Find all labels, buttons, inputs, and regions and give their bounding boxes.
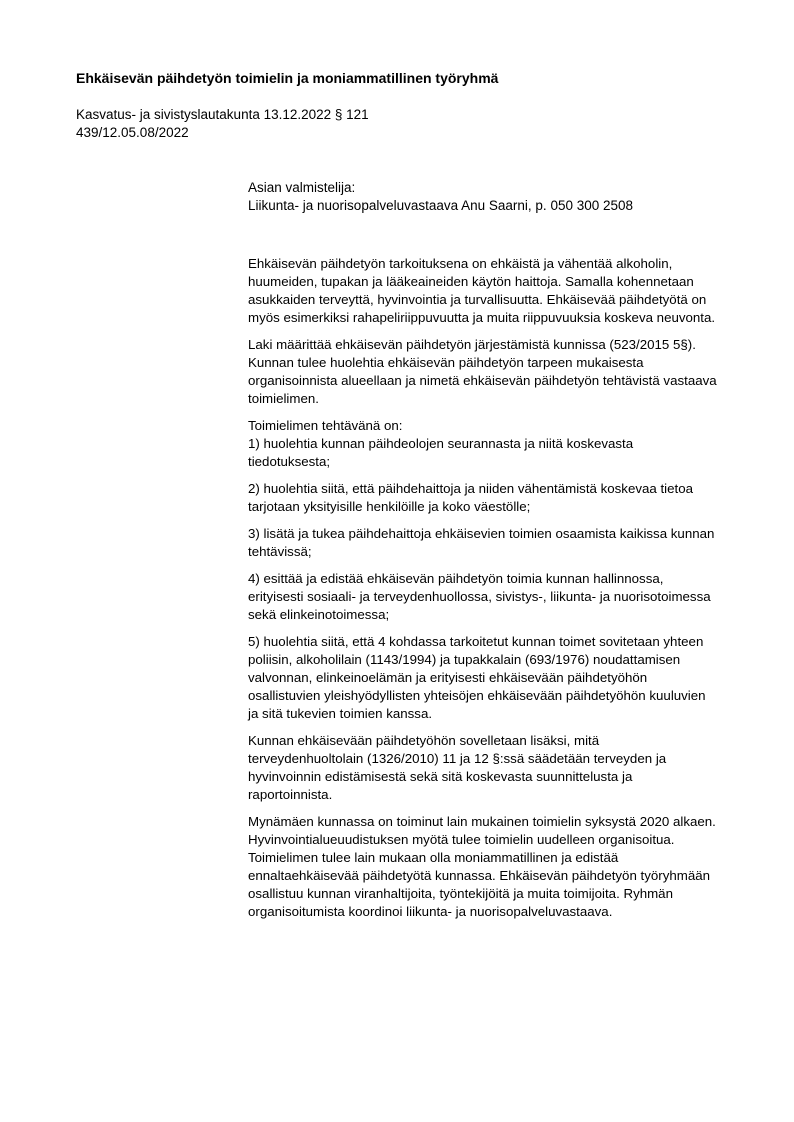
body-paragraph: Kunnan ehkäisevään päihdetyöhön sovelletaan lisäksi, mitä terveydenhuoltolain (1326/2010) 11 ja 12 §:ssä säädetään terveyden ja hyvinvoinnin edistämisestä sekä sitä koskevasta suunnittelusta ja raportoinnista.: [248, 733, 667, 802]
meeting-info: [76, 106, 369, 142]
body-paragraph: Mynämäen kunnassa on toiminut lain mukainen toimielin syksystä 2020 alkaen. Hyvinvointialueuudistuksen myötä tulee toimielin uudelleen organisoitua. Toimielimen tulee lain mukaan olla moniammatillinen ja edistää ennaltaehkäisevää päihdetyötä kunnassa. Ehkäisevän päihdetyön työryhmään osallistuu kunnan viranhaltijoita, työntekijöitä ja muita toimijoita. Ryhmän organisoitumista koordinoi liikunta- ja nuorisopalveluvastaava.: [248, 814, 716, 919]
preparer-block: [248, 179, 633, 215]
preparer-name: Liikunta- ja nuorisopalveluvastaava Anu Saarni, p. 050 300 2508: [248, 198, 634, 213]
preparer-label: Asian valmistelija:: [248, 180, 356, 195]
task-item: 4) esittää ja edistää ehkäisevän päihdetyön toimia kunnan hallinnossa, erityisesti sosiaali- ja terveydenhuollossa, sivistys-, liikunta- ja nuorisotoimessa sekä elinkeinotoimessa;: [248, 571, 711, 622]
task-item: 1) huolehtia kunnan päihdeolojen seurannasta ja niitä koskevasta tiedotuksesta;: [248, 436, 634, 469]
task-item: 3) lisätä ja tukea päihdehaittoja ehkäisevien toimien osaamista kaikissa kunnan tehtävissä;: [248, 526, 715, 559]
task-item: 5) huolehtia siitä, että 4 kohdassa tarkoitetut kunnan toimet sovitetaan yhteen poliisin, alkoholilain (1143/1994) ja tupakkalain (693/1976) noudattamisen valvonnan, elinkeinoelämän ja erityisesti ehkäisevään päihdetyöhön osallistuvien yleishyödyllisten yhteisöjen ehkäisevään päihdetyöhön kuuluvien ja sitä tukevien toimien kanssa.: [248, 634, 706, 721]
record-number: 439/12.05.08/2022: [76, 125, 189, 140]
document-body: [248, 255, 718, 930]
meeting-line: Kasvatus- ja sivistyslautakunta 13.12.2022 § 121: [76, 107, 369, 122]
body-paragraph: Ehkäisevän päihdetyön tarkoituksena on ehkäistä ja vähentää alkoholin, huumeiden, tupakan ja lääkeaineiden käytön haittoja. Samalla kohennetaan asukkaiden terveyttä, hyvinvointia ja turvallisuutta. Ehkäisevää päihdetyötä on myös esimerkiksi rahapeliriippuvuutta ja muita riippuvuuksia koskeva neuvonta.: [248, 256, 716, 325]
body-paragraph: Laki määrittää ehkäisevän päihdetyön järjestämistä kunnissa (523/2015 5§). Kunnan tulee huolehtia ehkäisevän päihdetyön tarpeen mukaisesta organisoinnista alueellaan ja nimetä ehkäisevän päihdetyön tehtävistä vastaava toimielimen.: [248, 337, 717, 406]
task-item: 2) huolehtia siitä, että päihdehaittoja ja niiden vähentämistä koskevaa tietoa tarjotaan yksityisille henkilöille ja koko väestölle;: [248, 481, 693, 514]
tasks-intro: Toimielimen tehtävänä on:: [248, 418, 403, 433]
document-title: Ehkäisevän päihdetyön toimielin ja moniammatillinen työryhmä: [76, 70, 499, 86]
